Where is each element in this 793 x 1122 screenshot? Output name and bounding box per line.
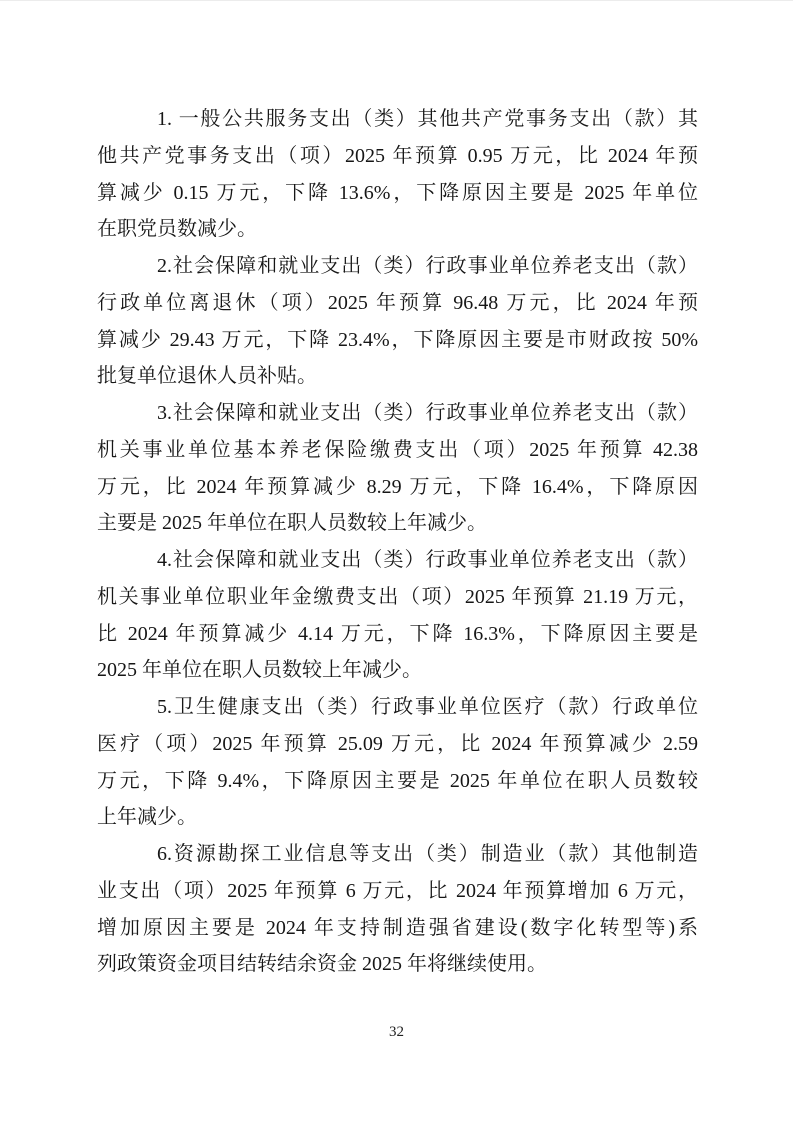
text-line: 6.资源勘探工业信息等支出（类）制造业（款）其他制造: [157, 843, 698, 865]
text-line: 医疗（项）2025 年预算 25.09 万元，比 2024 年预算减少 2.59: [97, 732, 698, 755]
text-line: 列政策资金项目结转结余资金 2025 年将继续使用。: [97, 953, 547, 976]
paragraph: [97, 395, 698, 542]
text-line: 他共产党事务支出（项）2025 年预算 0.95 万元，比 2024 年预: [97, 144, 698, 167]
text-line: 1. 一般公共服务支出（类）其他共产党事务支出（款）其: [157, 108, 698, 130]
text-line: 算减少 0.15 万元，下降 13.6%，下降原因主要是 2025 年单位: [97, 181, 698, 204]
text-line: 机关事业单位职业年金缴费支出（项）2025 年预算 21.19 万元，: [97, 585, 698, 608]
text-line: 2025 年单位在职人员数较上年减少。: [97, 659, 422, 682]
text-line: 上年减少。: [97, 806, 197, 829]
text-line: 业支出（项）2025 年预算 6 万元，比 2024 年预算增加 6 万元，: [97, 879, 698, 902]
text-line: 增加原因主要是 2024 年支持制造强省建设(数字化转型等)系: [97, 916, 698, 939]
text-line: 在职党员数减少。: [97, 218, 257, 241]
text-line: 主要是 2025 年单位在职人员数较上年减少。: [97, 512, 487, 535]
paragraph: [97, 542, 698, 689]
page-body: [97, 101, 698, 983]
text-line: 机关事业单位基本养老保险缴费支出（项）2025 年预算 42.38: [97, 438, 698, 461]
paragraph: [97, 101, 698, 248]
text-line: 批复单位退休人员补贴。: [97, 365, 317, 388]
text-line: 万元，比 2024 年预算减少 8.29 万元，下降 16.4%，下降原因: [97, 475, 698, 498]
text-line: 行政单位离退休（项）2025 年预算 96.48 万元，比 2024 年预: [97, 291, 698, 314]
text-line: 算减少 29.43 万元，下降 23.4%，下降原因主要是市财政按 50%: [97, 328, 698, 351]
paragraph: [97, 836, 698, 983]
paragraph: [97, 248, 698, 395]
text-line: 3.社会保障和就业支出（类）行政事业单位养老支出（款）: [157, 402, 698, 424]
text-line: 万元，下降 9.4%，下降原因主要是 2025 年单位在职人员数较: [97, 769, 698, 792]
text-line: 5.卫生健康支出（类）行政事业单位医疗（款）行政单位: [157, 696, 698, 718]
text-line: 2.社会保障和就业支出（类）行政事业单位养老支出（款）: [157, 255, 698, 277]
paragraph: [97, 689, 698, 836]
text-line: 4.社会保障和就业支出（类）行政事业单位养老支出（款）: [157, 549, 698, 571]
page-number: 32: [389, 1024, 404, 1040]
text-line: 比 2024 年预算减少 4.14 万元，下降 16.3%，下降原因主要是: [97, 622, 698, 645]
